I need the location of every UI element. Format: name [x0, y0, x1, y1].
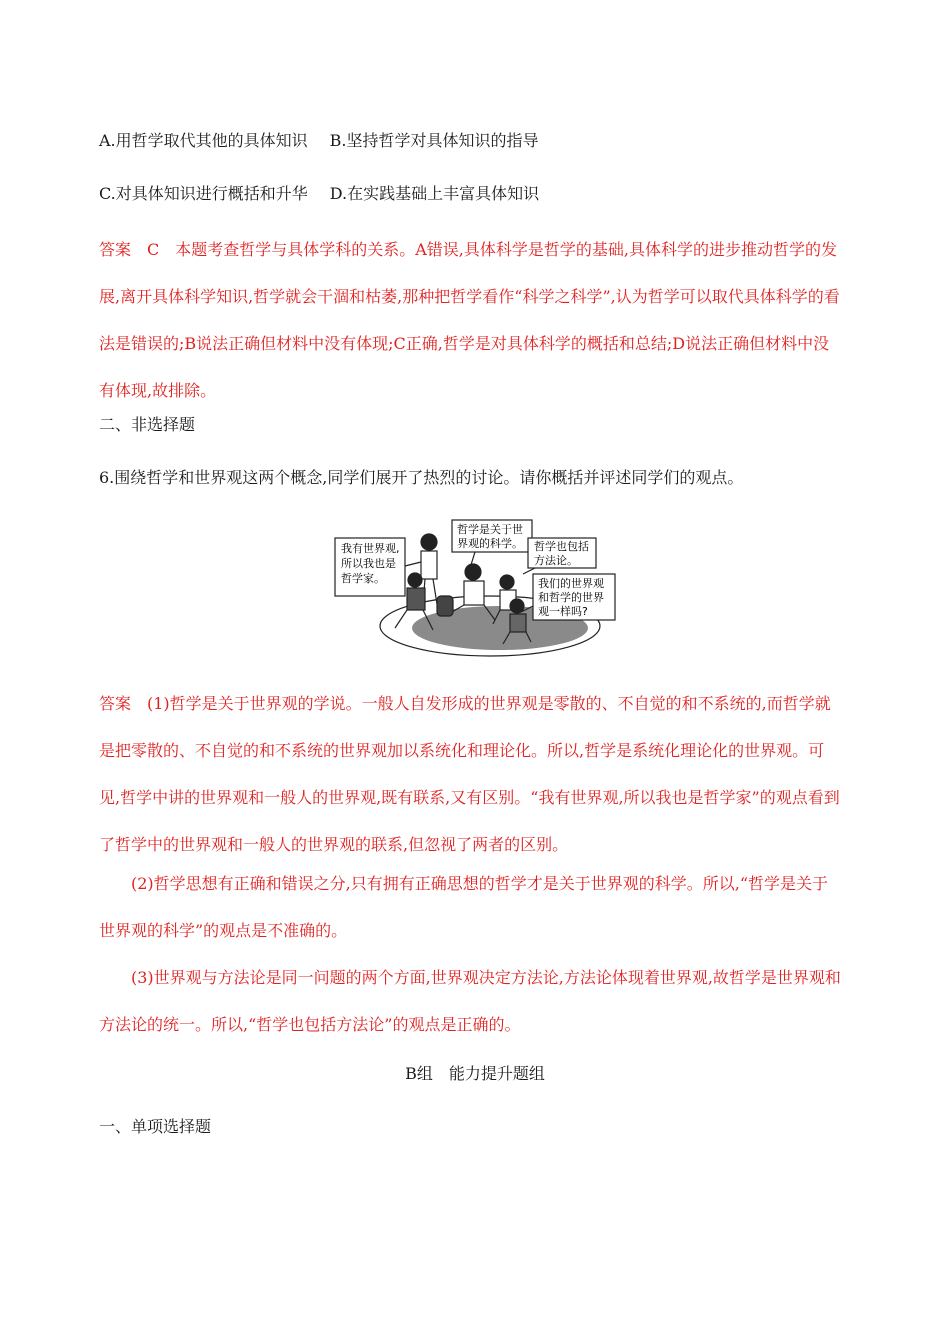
bubble-4-line-2: 和哲学的世界: [538, 591, 604, 604]
section-heading-non-choice: 二、非选择题: [99, 415, 196, 434]
group-b-title: B组 能力提升题组: [405, 1064, 545, 1083]
bubble-3-line-2: 方法论。: [534, 554, 578, 567]
options-row-cd: [99, 181, 842, 204]
answer-6-part-2: (2)哲学思想有正确和错误之分,只有拥有正确思想的哲学才是关于世界观的科学。所以,“哲学是关于世界观的科学”的观点是不准确的。: [99, 874, 829, 940]
answer-6-part-3: (3)世界观与方法论是同一问题的两个方面,世界观决定方法论,方法论体现着世界观,故哲学是世界观和方法论的统一。所以,“哲学也包括方法论”的观点是正确的。: [99, 968, 841, 1034]
bubble-1-line-3: 哲学家。: [341, 572, 385, 585]
bubble-3-line-1: 哲学也包括: [534, 540, 589, 553]
speech-bubble-4: [521, 574, 615, 620]
speech-bubble-2: [452, 520, 532, 568]
bubble-2-line-1: 哲学是关于世: [457, 523, 523, 536]
option-c: C.对具体知识进行概括和升华: [99, 184, 308, 203]
option-b: B.坚持哲学对具体知识的指导: [329, 131, 539, 150]
bubble-1-line-1: 我有世界观,: [341, 542, 400, 555]
speech-bubble-3: [523, 538, 596, 574]
option-a: A.用哲学取代其他的具体知识: [99, 131, 308, 150]
option-d: D.在实践基础上丰富具体知识: [329, 184, 540, 203]
speech-bubble-1: [335, 538, 421, 596]
bubble-4-line-3: 观一样吗?: [538, 605, 588, 618]
options-row-ab: [99, 128, 842, 151]
discussion-illustration: [325, 516, 625, 658]
bubble-2-line-2: 界观的科学。: [457, 537, 523, 550]
bubble-4-line-1: 我们的世界观: [538, 577, 604, 590]
question-6-text: 6.围绕哲学和世界观这两个概念,同学们展开了热烈的讨论。请你概括并评述同学们的观点。: [99, 468, 744, 487]
answer-6-part-1: 答案 (1)哲学是关于世界观的学说。一般人自发形成的世界观是零散的、不自觉的和不系统的,而哲学就是把零散的、不自觉的和不系统的世界观加以系统化和理论化。所以,哲学是系统化理论化的世界观。可见,哲学中讲的世界观和一般人的世界观,既有联系,又有区别。“我有世界观,所以我也是哲学家”的观点看到了哲学中的世界观和一般人的世界观的联系,但忽视了两者的区别。: [99, 694, 840, 854]
section-heading-single-choice: 一、单项选择题: [99, 1117, 212, 1136]
bubble-1-line-2: 所以我也是: [341, 557, 396, 570]
answer-5-explanation: 答案 C 本题考查哲学与具体学科的关系。A错误,具体科学是哲学的基础,具体科学的进步推动哲学的发展,离开具体科学知识,哲学就会干涸和枯萎,那种把哲学看作“科学之科学”,认为哲学可以取代具体科学的看法是错误的;B说法正确但材料中没有体现;C正确,哲学是对具体科学的概括和总结;D说法正确但材料中没有体现,故排除。: [99, 240, 840, 400]
